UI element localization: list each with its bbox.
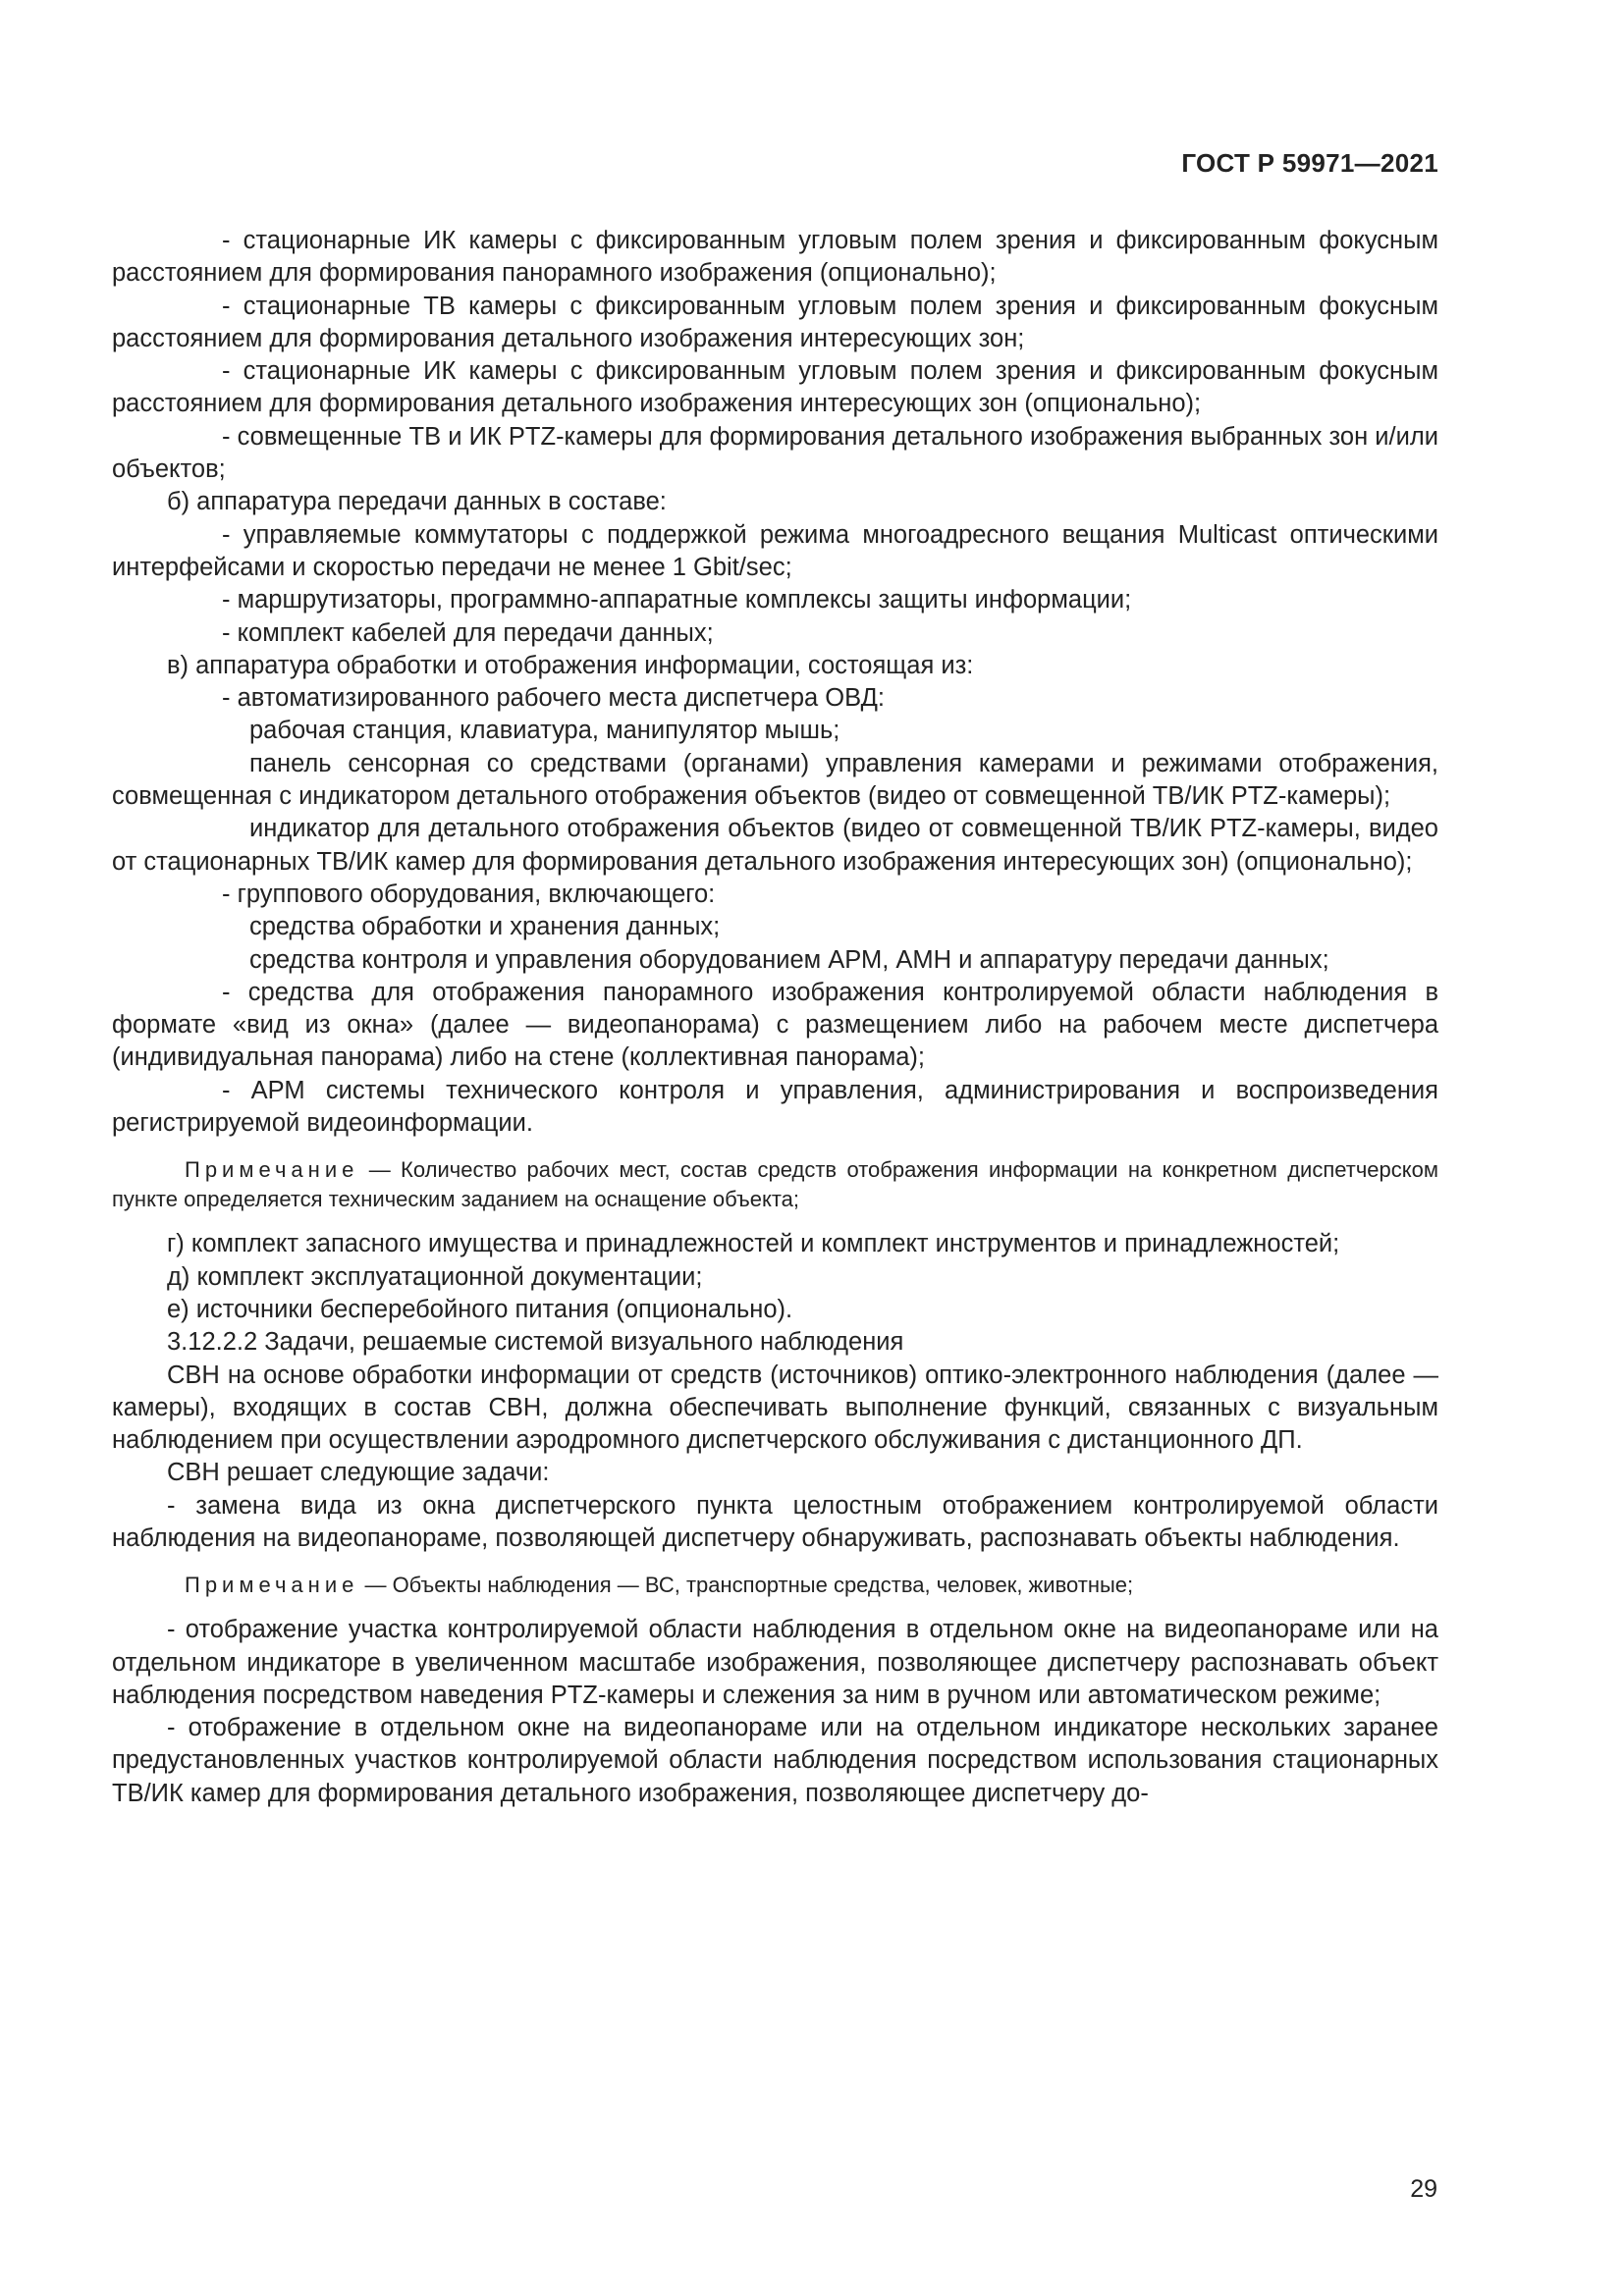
paragraph: рабочая станция, клавиатура, манипулятор мышь; bbox=[249, 717, 840, 745]
paragraph: - отображение в отдельном окне на видеопанораме или на отдельном индикаторе нескольких заранее предустановленных участков контролируемой области наблюдения посредством использования стационарных ТВ/ИК камер для формирования детального изображения, позволяющее диспетчеру до- bbox=[112, 1714, 1438, 1807]
note-text: — Количество рабочих мест, состав средств отображения информации на конкретном диспетчерском пункте определяется техническим заданием на оснащение объекта; bbox=[112, 1157, 1438, 1212]
paragraph: - замена вида из окна диспетчерского пункта целостным отображением контролируемой области наблюдения на видеопанораме, позволяющей диспетчеру обнаруживать, распознавать объекты наблюдения. bbox=[112, 1491, 1438, 1552]
note-objects bbox=[112, 1571, 1438, 1600]
paragraph: индикатор для детального отображения объектов (видео от совмещенной ТВ/ИК PTZ-камеры, видео от стационарных ТВ/ИК камер для формирования детального изображения интересующих зон) (опционально); bbox=[112, 815, 1438, 876]
paragraph: - средства для отображения панорамного изображения контролируемой области наблюдения в формате «вид из окна» (далее — видеопанорама) с размещением либо на рабочем месте диспетчера (индивидуальная панорама) либо на стене (коллективная панорама); bbox=[112, 978, 1438, 1072]
note-label: Примечание bbox=[185, 1573, 359, 1598]
paragraph: - комплект кабелей для передачи данных; bbox=[222, 618, 714, 647]
paragraph: е) источники бесперебойного питания (опционально). bbox=[167, 1295, 793, 1323]
paragraph: средства контроля и управления оборудованием АРМ, АМН и аппаратуру передачи данных; bbox=[249, 945, 1329, 974]
paragraph: - стационарные ИК камеры с фиксированным угловым полем зрения и фиксированным фокусным расстоянием для формирования детального изображения интересующих зон (опционально); bbox=[112, 357, 1438, 418]
paragraph: 3.12.2.2 Задачи, решаемые системой визуального наблюдения bbox=[167, 1328, 904, 1357]
document-id-header: ГОСТ Р 59971—2021 bbox=[1181, 148, 1438, 178]
paragraph: - управляемые коммутаторы с поддержкой режима многоадресного вещания Multicast оптическими интерфейсами и скоростью передачи не менее 1 Gbit/sec; bbox=[112, 520, 1438, 581]
paragraph: панель сенсорная со средствами (органами) управления камерами и режимами отображения, совмещенная с индикатором детального отображения объектов (видео от совмещенной ТВ/ИК PTZ-камеры); bbox=[112, 749, 1438, 811]
note-workplaces bbox=[112, 1155, 1438, 1214]
paragraph: в) аппаратура обработки и отображения информации, состоящая из: bbox=[167, 651, 974, 679]
paragraph: - АРМ системы технического контроля и управления, администрирования и воспроизведения регистрируемой видеоинформации. bbox=[112, 1076, 1438, 1138]
list-block-functions bbox=[112, 1614, 1438, 1810]
paragraph: СВН на основе обработки информации от средств (источников) оптико-электронного наблюдения (далее — камеры), входящих в состав СВН, должна обеспечивать выполнение функций, связанных с визуальным наблюдением при осуществлении аэродромного диспетчерского обслуживания с дистанционного ДП. bbox=[112, 1361, 1438, 1455]
paragraph: - автоматизированного рабочего места диспетчера ОВД: bbox=[222, 684, 885, 713]
document-body bbox=[112, 225, 1438, 1810]
paragraph: г) комплект запасного имущества и принадлежностей и комплект инструментов и принадлежностей; bbox=[167, 1230, 1340, 1258]
paragraph: б) аппаратура передачи данных в составе: bbox=[167, 488, 667, 516]
paragraph: - маршрутизаторы, программно-аппаратные комплексы защиты информации; bbox=[222, 586, 1132, 614]
paragraph: средства обработки и хранения данных; bbox=[249, 913, 721, 941]
note-text: — Объекты наблюдения — ВС, транспортные средства, человек, животные; bbox=[358, 1573, 1134, 1598]
paragraph: СВН решает следующие задачи: bbox=[167, 1459, 550, 1487]
list-block-equipment bbox=[112, 225, 1438, 1140]
paragraph: - группового оборудования, включающего: bbox=[222, 880, 716, 908]
paragraph: - отображение участка контролируемой области наблюдения в отдельном окне на видеопанораме или на отдельном индикаторе в увеличенном масштабе изображения, позволяющее диспетчеру распознавать объект наблюдения посредством наведения PTZ-камеры и слежения за ним в ручном или автоматическом режиме; bbox=[112, 1616, 1438, 1709]
page-number: 29 bbox=[1410, 2175, 1437, 2203]
paragraph: - стационарные ИК камеры с фиксированным угловым полем зрения и фиксированным фокусным расстоянием для формирования панорамного изображения (опционально); bbox=[112, 227, 1438, 288]
paragraph: - стационарные ТВ камеры с фиксированным угловым полем зрения и фиксированным фокусным расстоянием для формирования детального изображения интересующих зон; bbox=[112, 292, 1438, 352]
note-label: Примечание bbox=[185, 1157, 359, 1183]
paragraph: - совмещенные ТВ и ИК PTZ-камеры для формирования детального изображения выбранных зон и/или объектов; bbox=[112, 422, 1438, 484]
paragraph: д) комплект эксплуатационной документации; bbox=[167, 1262, 703, 1291]
list-block-tasks bbox=[112, 1228, 1438, 1555]
